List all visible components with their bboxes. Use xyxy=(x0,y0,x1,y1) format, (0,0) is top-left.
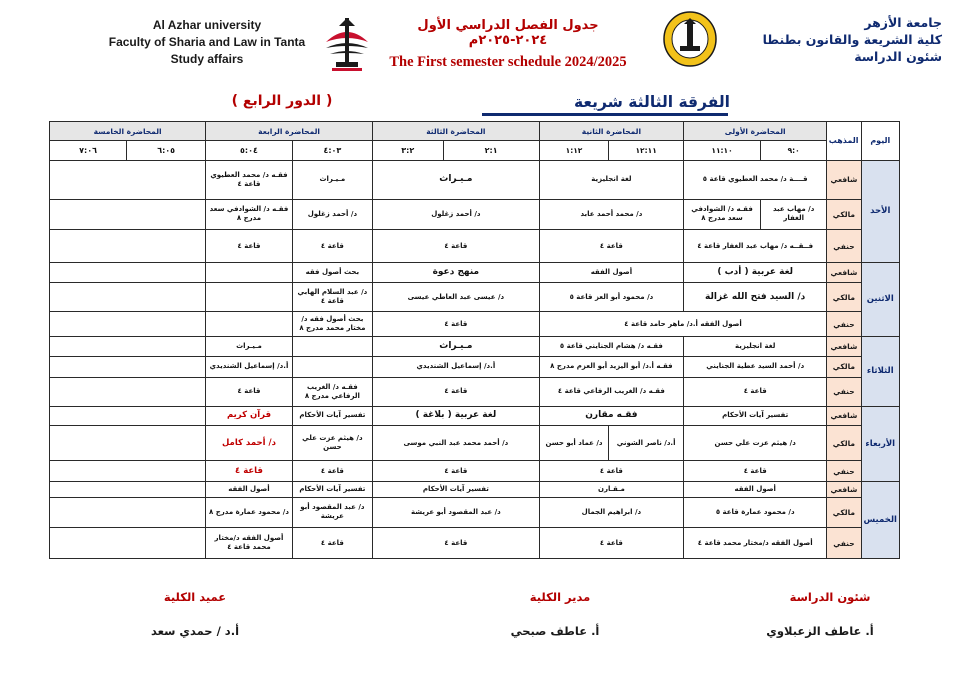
schedule-cell: فقـه د/ الغريب الرفاعي مدرج ٨ xyxy=(292,378,372,407)
table-row xyxy=(50,160,900,199)
day-label-monday: الاثنين xyxy=(861,262,899,337)
lecture-4-header: المحاضرة الرابعة xyxy=(206,122,373,141)
madhhab-cell: حنفي xyxy=(827,311,861,337)
schedule-cell: فقـه مقارن xyxy=(539,406,683,425)
schedule-cell: د/ محمد أحمد عابد xyxy=(539,199,683,230)
schedule-cell: مـيـراث xyxy=(292,160,372,199)
university-name-en: Al Azhar university xyxy=(152,18,262,32)
schedule-cell xyxy=(292,356,372,377)
schedule-cell: تفسير آيات الأحكام xyxy=(292,482,372,497)
schedule-cell: قرآن كريم xyxy=(206,406,293,425)
table-row xyxy=(50,283,900,312)
schedule-cell: أ.د/ إسماعيل الشنديدي xyxy=(372,356,539,377)
schedule-cell: تفسير آيات الأحكام xyxy=(372,482,539,497)
schedule-title-en: The First semester schedule 2024/2025 xyxy=(389,54,627,70)
table-row xyxy=(50,378,900,407)
table-row xyxy=(50,356,900,377)
table-row xyxy=(50,426,900,461)
schedule-cell: مـيـراث xyxy=(372,160,539,199)
schedule-cell: أصول الفقه xyxy=(684,482,827,497)
study-affairs-en: Study affairs xyxy=(170,52,244,66)
schedule-cell: فقـه د/ الشوادفي سعد مدرج ٨ xyxy=(206,199,293,230)
signature-name-dean: أ.د / حمدي سعد xyxy=(150,624,240,638)
schedule-cell xyxy=(50,337,206,356)
schedule-cell: د/ أحمد زغلول xyxy=(292,199,372,230)
schedule-cell xyxy=(50,262,206,282)
schedule-cell: قاعة ٤ xyxy=(372,311,539,337)
floor-round-title: ( الدور الرابع ) xyxy=(231,93,333,109)
schedule-cell xyxy=(50,160,206,199)
schedule-cell: لغة عربية ( أدب ) xyxy=(684,262,827,282)
time-slot: ١٢:١١ xyxy=(609,141,684,160)
schedule-cell: أ.د/ ناصر الشوني xyxy=(609,426,684,461)
time-slot: ٤:٠٣ xyxy=(292,141,372,160)
schedule-cell: مـقـارن xyxy=(539,482,683,497)
schedule-title-ar: جدول الفصل الدراسي الأول ٢٠٢٤-٢٠٢٥م xyxy=(417,18,599,48)
schedule-cell: قاعة ٤ xyxy=(292,460,372,481)
day-label-sunday: الأحد xyxy=(861,160,899,262)
lecture-3-header: المحاضرة الثالثة xyxy=(372,122,539,141)
schedule-cell: فــقــه د/ مهاب عبد الغفار قاعة ٤ xyxy=(684,230,827,263)
schedule-cell xyxy=(50,199,206,230)
schedule-cell: د/ عبد المقصود أبو عريشة xyxy=(372,497,539,528)
day-label-wednesday: الأربعاء xyxy=(861,406,899,482)
time-header-row xyxy=(50,141,900,160)
schedule-cell: قاعة ٤ xyxy=(684,460,827,481)
schedule-cell: د/ ابراهيم الجمال xyxy=(539,497,683,528)
madhhab-cell: مالكي xyxy=(827,199,861,230)
schedule-cell: قاعة ٤ xyxy=(206,460,293,481)
azhar-seal-icon xyxy=(662,10,718,68)
table-row xyxy=(50,311,900,337)
schedule-cell: تفسير آيات الأحكام xyxy=(684,406,827,425)
table-row xyxy=(50,460,900,481)
faculty-name-en: Faculty of Sharia and Law in Tanta xyxy=(108,35,306,49)
schedule-cell xyxy=(292,337,372,356)
schedule-cell: فقـه د/ هشام الجنايني قاعة ٥ xyxy=(539,337,683,356)
schedule-cell: تفسير آيات الأحكام xyxy=(292,406,372,425)
schedule-cell: د/ السيد فتح الله غزالة xyxy=(684,283,827,312)
lecture-2-header: المحاضرة الثانية xyxy=(539,122,683,141)
schedule-cell: بحث أصول فقه د/مختار محمد مدرج ٨ xyxy=(292,311,372,337)
schedule-cell xyxy=(50,406,206,425)
madhhab-column-header: المذهب xyxy=(827,122,861,161)
schedule-cell: د/ محمود عمارة قاعة ٥ xyxy=(684,497,827,528)
table-row xyxy=(50,497,900,528)
madhhab-cell: شافعي xyxy=(827,337,861,356)
madhhab-cell: حنفي xyxy=(827,460,861,481)
schedule-title-block xyxy=(378,18,638,71)
faculty-name-ar: كلية الشريعة والقانون بطنطا xyxy=(762,32,942,47)
schedule-cell: د/ عبد السلام الهابي قاعة ٤ xyxy=(292,283,372,312)
time-slot: ٩:٠ xyxy=(761,141,827,160)
schedule-cell: أصول الفقه د/مختار محمد قاعة ٤ xyxy=(206,528,293,559)
schedule-cell: قاعة ٤ xyxy=(372,230,539,263)
schedule-cell: قاعة ٤ xyxy=(372,460,539,481)
schedule-cell: مـيـراث xyxy=(372,337,539,356)
schedule-cell: فقـه د/ الشوادفي سعد مدرج ٨ xyxy=(684,199,761,230)
time-slot: ٧:٠٦ xyxy=(50,141,127,160)
madhhab-cell: مالكي xyxy=(827,356,861,377)
day-column-header: اليوم xyxy=(861,122,899,161)
schedule-cell: قاعة ٤ xyxy=(292,528,372,559)
schedule-cell: لغة انجليزية xyxy=(539,160,683,199)
university-name-ar: جامعة الأزهر xyxy=(864,15,942,30)
time-slot: ٦:٠٥ xyxy=(127,141,206,160)
schedule-cell: قاعة ٤ xyxy=(539,528,683,559)
signature-title-college-director: مدير الكلية xyxy=(529,590,591,604)
schedule-cell xyxy=(50,528,206,559)
lecture-1-header: المحاضرة الأولى xyxy=(684,122,827,141)
schedule-cell: قاعة ٤ xyxy=(292,230,372,263)
madhhab-cell: حنفي xyxy=(827,378,861,407)
madhhab-cell: مالكي xyxy=(827,426,861,461)
university-english-block xyxy=(92,17,322,68)
schedule-cell: لغة انجليزية xyxy=(684,337,827,356)
schedule-table xyxy=(49,121,900,559)
madhhab-cell: شافعي xyxy=(827,406,861,425)
document-header xyxy=(0,0,960,90)
schedule-cell: قاعة ٤ xyxy=(206,230,293,263)
schedule-cell: د/ هيثم عزت علي حسن xyxy=(292,426,372,461)
time-slot: ٥:٠٤ xyxy=(206,141,293,160)
schedule-cell: د/ محمود أبو العز قاعة ٥ xyxy=(539,283,683,312)
schedule-cell xyxy=(50,283,206,312)
time-slot: ٣:٢ xyxy=(372,141,443,160)
day-label-thursday: الخميس xyxy=(861,482,899,559)
schedule-cell: أصول الفقه xyxy=(206,482,293,497)
schedule-cell: قاعة ٤ xyxy=(372,378,539,407)
schedule-cell: قاعة ٤ xyxy=(539,230,683,263)
signature-name-study-affairs: أ. عاطف الزعبلاوي xyxy=(766,624,874,638)
schedule-cell: أصول الفقه xyxy=(539,262,683,282)
signature-title-study-affairs: شئون الدراسة xyxy=(789,590,871,604)
schedule-cell: د/ هيثم عزت علي حسن xyxy=(684,426,827,461)
schedule-cell: قاعة ٤ xyxy=(539,460,683,481)
table-row xyxy=(50,482,900,497)
signature-title-dean: عميد الكلية xyxy=(163,590,227,604)
schedule-cell: قاعة ٤ xyxy=(684,378,827,407)
schedule-cell: د/ أحمد زغلول xyxy=(372,199,539,230)
schedule-cell xyxy=(50,378,206,407)
schedule-cell: د/ أحمد كامل xyxy=(206,426,293,461)
madhhab-cell: حنفي xyxy=(827,230,861,263)
madhhab-cell: شافعي xyxy=(827,262,861,282)
schedule-cell xyxy=(50,497,206,528)
signature-name-college-director: أ. عاطف صبحي xyxy=(510,624,600,638)
schedule-cell: د/ مهاب عبد الغفار xyxy=(761,199,827,230)
madhhab-cell: مالكي xyxy=(827,497,861,528)
lecture-5-header: المحاضرة الخامسة xyxy=(50,122,206,141)
schedule-cell: قاعة ٤ xyxy=(206,378,293,407)
madhhab-cell: مالكي xyxy=(827,283,861,312)
schedule-cell: د/ عبد المقصود أبو عريشة xyxy=(292,497,372,528)
schedule-cell: فقـه أ.د/ أبو اليزيد أبو العزم مدرج ٨ xyxy=(539,356,683,377)
schedule-cell: د/ عيسى عبد العاطي عيسى xyxy=(372,283,539,312)
schedule-cell: لغة عربية ( بلاغة ) xyxy=(372,406,539,425)
table-row xyxy=(50,230,900,263)
schedule-cell: مـيـراث xyxy=(206,337,293,356)
schedule-cell: أ.د/ إسماعيل الشنديدي xyxy=(206,356,293,377)
madhhab-cell: شافعي xyxy=(827,482,861,497)
table-row xyxy=(50,406,900,425)
table-row xyxy=(50,199,900,230)
class-year-title: الفرقة الثالثة شريعة xyxy=(574,93,730,111)
time-slot: ٢:١ xyxy=(443,141,539,160)
schedule-cell xyxy=(50,460,206,481)
schedule-cell: منهج دعوة xyxy=(372,262,539,282)
schedule-cell: بحث أصول فقه xyxy=(292,262,372,282)
university-arabic-block xyxy=(742,14,942,65)
schedule-cell: أصول الفقه أ.د/ ماهر حامد قاعة ٤ xyxy=(539,311,827,337)
schedule-cell xyxy=(50,482,206,497)
schedule-cell: د/ محمود عمارة مدرج ٨ xyxy=(206,497,293,528)
madhhab-cell: شافعي xyxy=(827,160,861,199)
schedule-cell: فقـه د/ محمد العطيوي قاعة ٤ xyxy=(206,160,293,199)
schedule-cell xyxy=(206,311,293,337)
schedule-cell xyxy=(50,356,206,377)
class-year-underline xyxy=(482,113,728,116)
time-slot: ١:١٢ xyxy=(539,141,608,160)
study-affairs-ar: شئون الدراسة xyxy=(854,49,942,64)
schedule-cell xyxy=(206,262,293,282)
schedule-cell: أصول الفقه د/مختار محمد قاعة ٤ xyxy=(684,528,827,559)
schedule-cell: د/ عماد أبو حسن xyxy=(539,426,608,461)
schedule-cell: قاعة ٤ xyxy=(372,528,539,559)
faculty-logo-icon xyxy=(320,14,374,74)
time-slot: ١١:١٠ xyxy=(684,141,761,160)
schedule-cell xyxy=(50,230,206,263)
table-row xyxy=(50,337,900,356)
schedule-cell: فقـه د/ الغريب الرفاعي قاعة ٤ xyxy=(539,378,683,407)
day-label-tuesday: الثلاثاء xyxy=(861,337,899,406)
schedule-cell xyxy=(50,311,206,337)
table-row xyxy=(50,262,900,282)
schedule-cell xyxy=(50,426,206,461)
schedule-cell xyxy=(206,283,293,312)
schedule-cell: د/ أحمد محمد عبد النبي موسى xyxy=(372,426,539,461)
table-row xyxy=(50,528,900,559)
schedule-cell: قــــة د/ محمد العطيوي قاعة ٥ xyxy=(684,160,827,199)
schedule-cell: د/ أحمد السيد عطية الجنايني xyxy=(684,356,827,377)
madhhab-cell: حنفي xyxy=(827,528,861,559)
lecture-header-row xyxy=(50,122,900,141)
